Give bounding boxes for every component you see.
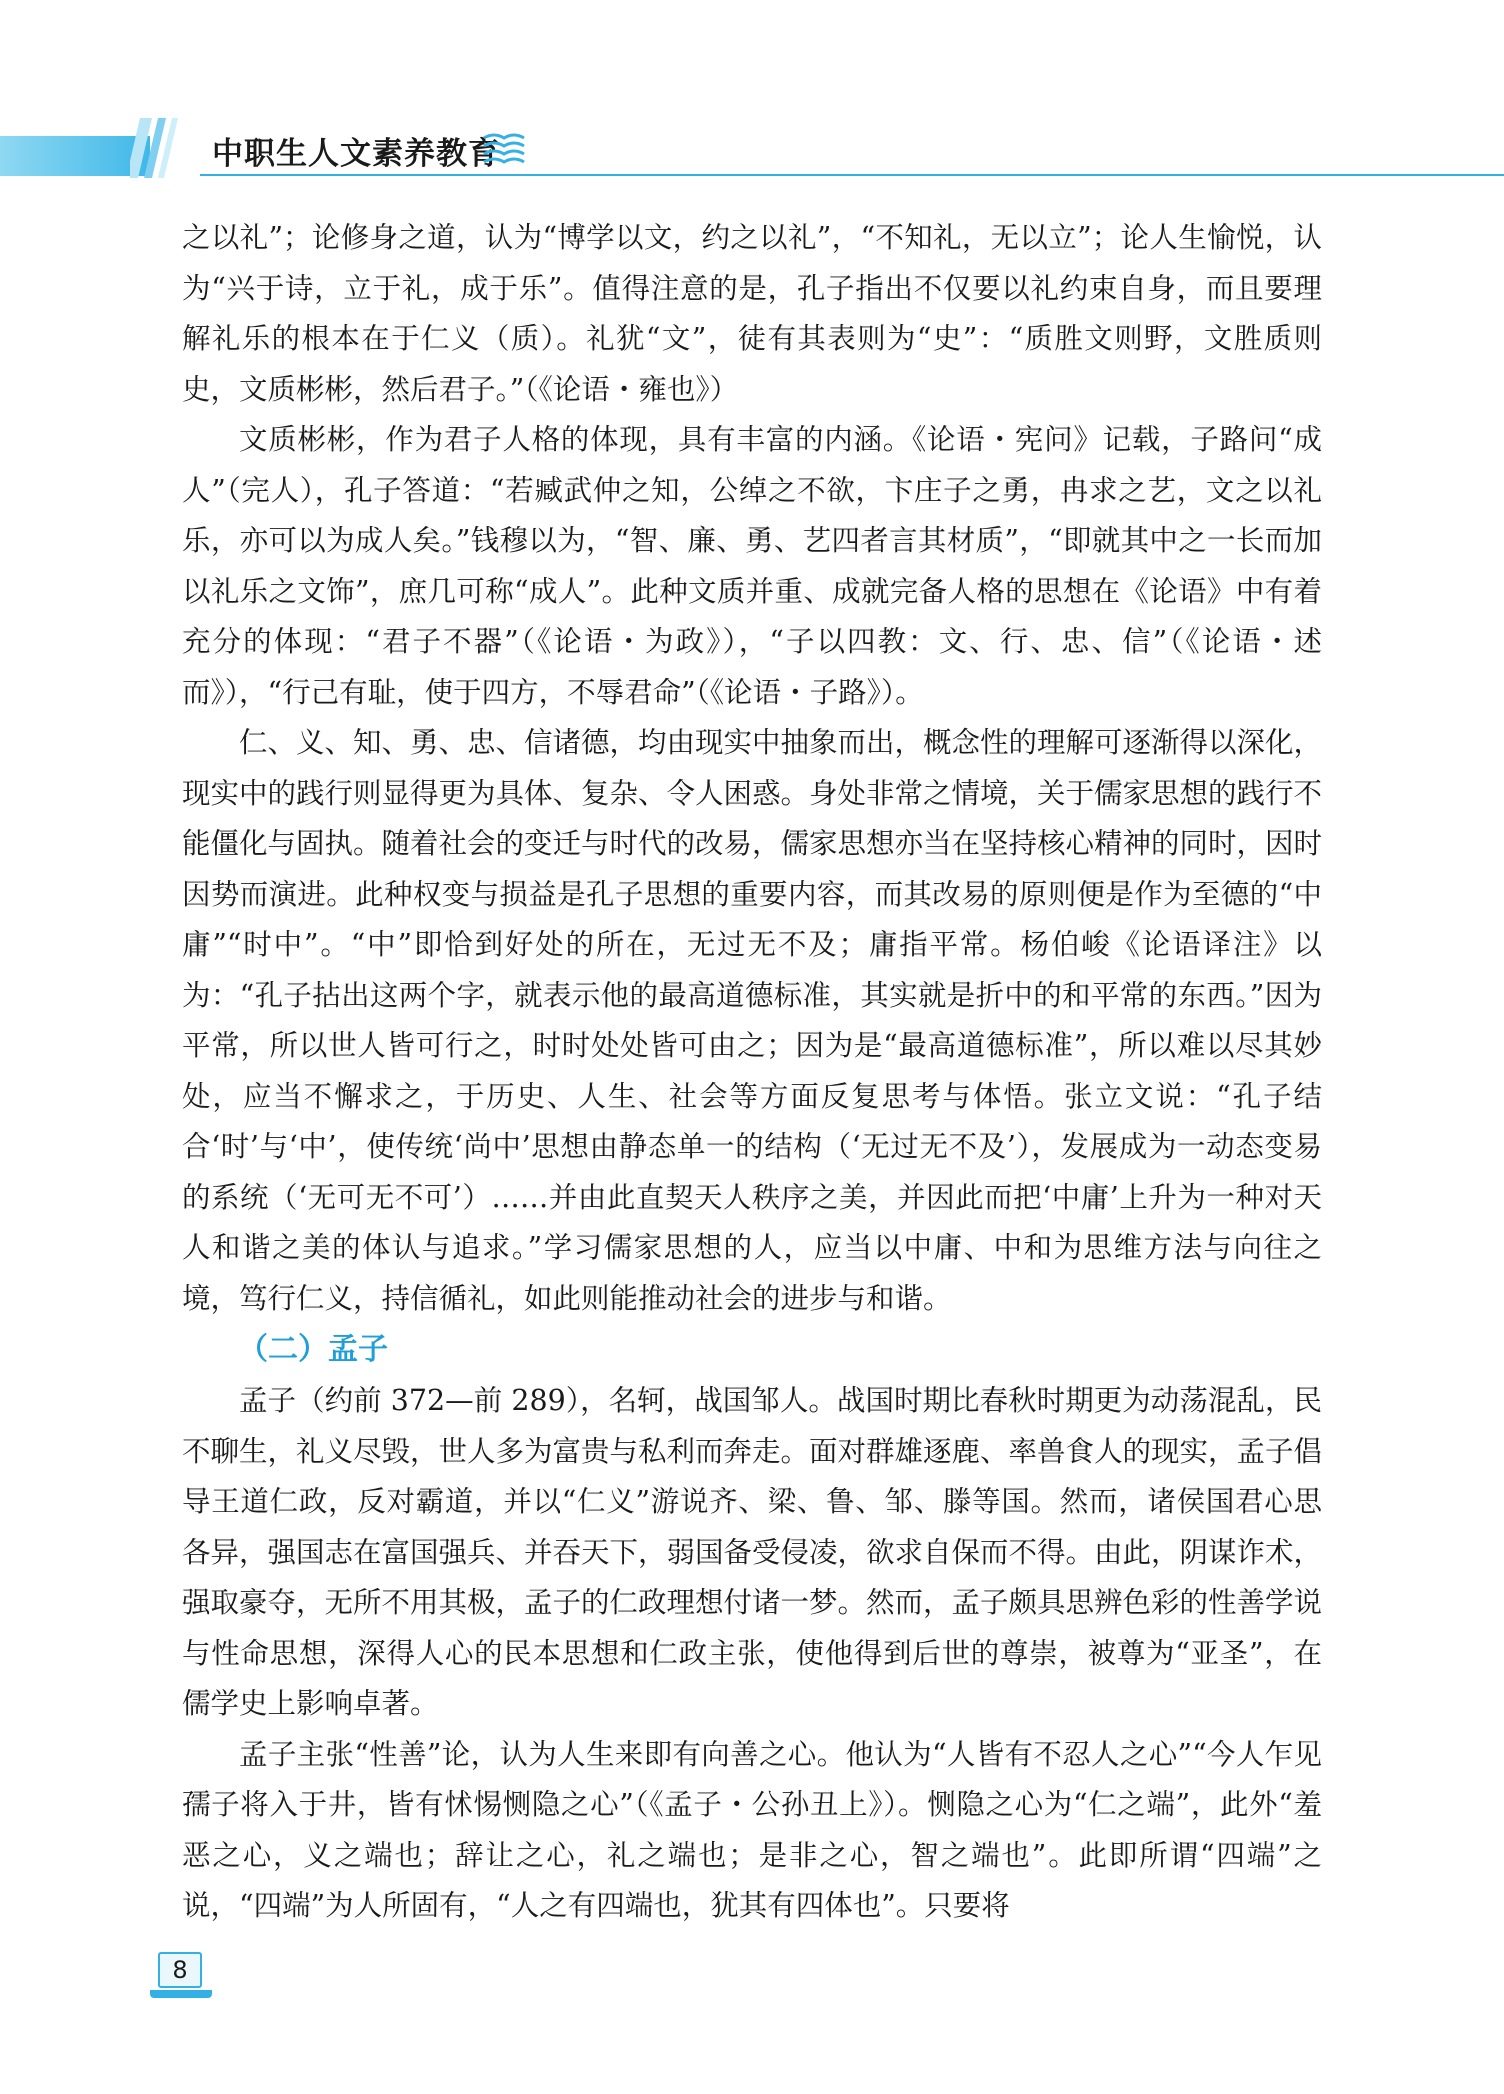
body-text: [182, 213, 1322, 1932]
header-rule: [200, 174, 1504, 176]
section-heading: （二）孟子: [238, 1332, 388, 1367]
paragraph: 孟子（约前 372—前 289），名轲，战国邹人。战国时期比春秋时期更为动荡混乱，民不聊生，礼义尽毁，世人多为富贵与私利而奔走。面对群雄逐鹿、率兽食人的现实，孟子倡导王道仁政，反对霸道，并以“仁义”游说齐、梁、鲁、邹、滕等国。然而，诸侯国君心思各异，强国志在富国强兵、并吞天下，弱国备受侵凌，欲求自保而不得。由此，阴谋诈术，强取豪夺，无所不用其极，孟子的仁政理想付诸一梦。然而，孟子颇具思辨色彩的性善学说与性命思想，深得人心的民本思想和仁政主张，使他得到后世的尊崇，被尊为“亚圣”，在儒学史上影响卓著。: [182, 1384, 1323, 1720]
paragraph: 之以礼”；论修身之道，认为“博学以文，约之以礼”，“不知礼，无以立”；论人生愉悦，认为“兴于诗，立于礼，成于乐”。值得注意的是，孔子指出不仅要以礼约束自身，而且要理解礼乐的根本在于仁义（质）。礼犹“文”，徒有其表则为“史”：“质胜文则野，文胜质则史，文质彬彬，然后君子。”（《论语・雍也》）: [182, 221, 1322, 406]
page-number: 8: [172, 1956, 188, 1984]
header-stripes-decoration: [130, 118, 200, 178]
page-number-badge: [150, 1952, 212, 2002]
book-icon: [480, 130, 528, 170]
paragraph: 仁、义、知、勇、忠、信诸德，均由现实中抽象而出，概念性的理解可逐渐得以深化，现实中的践行则显得更为具体、复杂、令人困惑。身处非常之情境，关于儒家思想的践行不能僵化与固执。随着社会的变迁与时代的改易，儒家思想亦当在坚持核心精神的同时，因时因势而演进。此种权变与损益是孔子思想的重要内容，而其改易的原则便是作为至德的“中庸”“时中”。“中”即恰到好处的所在，无过无不及；庸指平常。杨伯峻《论语译注》以为：“孔子拈出这两个字，就表示他的最高道德标准，其实就是折中的和平常的东西。”因为平常，所以世人皆可行之，时时处处皆可由之；因为是“最高道德标准”，所以难以尽其妙处，应当不懈求之，于历史、人生、社会等方面反复思考与体悟。张立文说：“孔子结合‘时’与‘中’，使传统‘尚中’思想由静态单一的结构（‘无过无不及’），发展成为一动态变易的系统（‘无可无不可’）……并由此直契天人秩序之美，并因此而把‘中庸’上升为一种对天人和谐之美的体认与追求。”学习儒家思想的人，应当以中庸、中和为思维方法与向往之境，笃行仁义，持信循礼，如此则能推动社会的进步与和谐。: [182, 726, 1323, 1315]
page-number-base: [150, 1990, 212, 1998]
paragraph: 孟子主张“性善”论，认为人生来即有向善之心。他认为“人皆有不忍人之心”“今人乍见孺子将入于井，皆有怵惕恻隐之心”（《孟子・公孙丑上》）。恻隐之心为“仁之端”，此外“羞恶之心，义之端也；辞让之心，礼之端也；是非之心，智之端也”。此即所谓“四端”之说，“四端”为人所固有，“人之有四端也，犹其有四体也”。只要将: [182, 1737, 1322, 1922]
paragraph: 文质彬彬，作为君子人格的体现，具有丰富的内涵。《论语・宪问》记载，子路问“成人”（完人），孔子答道：“若臧武仲之知，公绰之不欲，卞庄子之勇，冉求之艺，文之以礼乐，亦可以为成人矣。”钱穆以为，“智、廉、勇、艺四者言其材质”，“即就其中之一长而加以礼乐之文饰”，庶几可称“成人”。此种文质并重、成就完备人格的思想在《论语》中有着充分的体现：“君子不器”（《论语・为政》），“子以四教：文、行、忠、信”（《论语・述而》），“行己有耻，使于四方，不辱君命”（《论语・子路》）。: [182, 423, 1322, 709]
header-title: 中职生人文素养教育: [212, 136, 500, 172]
header-color-band: [0, 136, 150, 176]
page-header: [0, 118, 1504, 178]
